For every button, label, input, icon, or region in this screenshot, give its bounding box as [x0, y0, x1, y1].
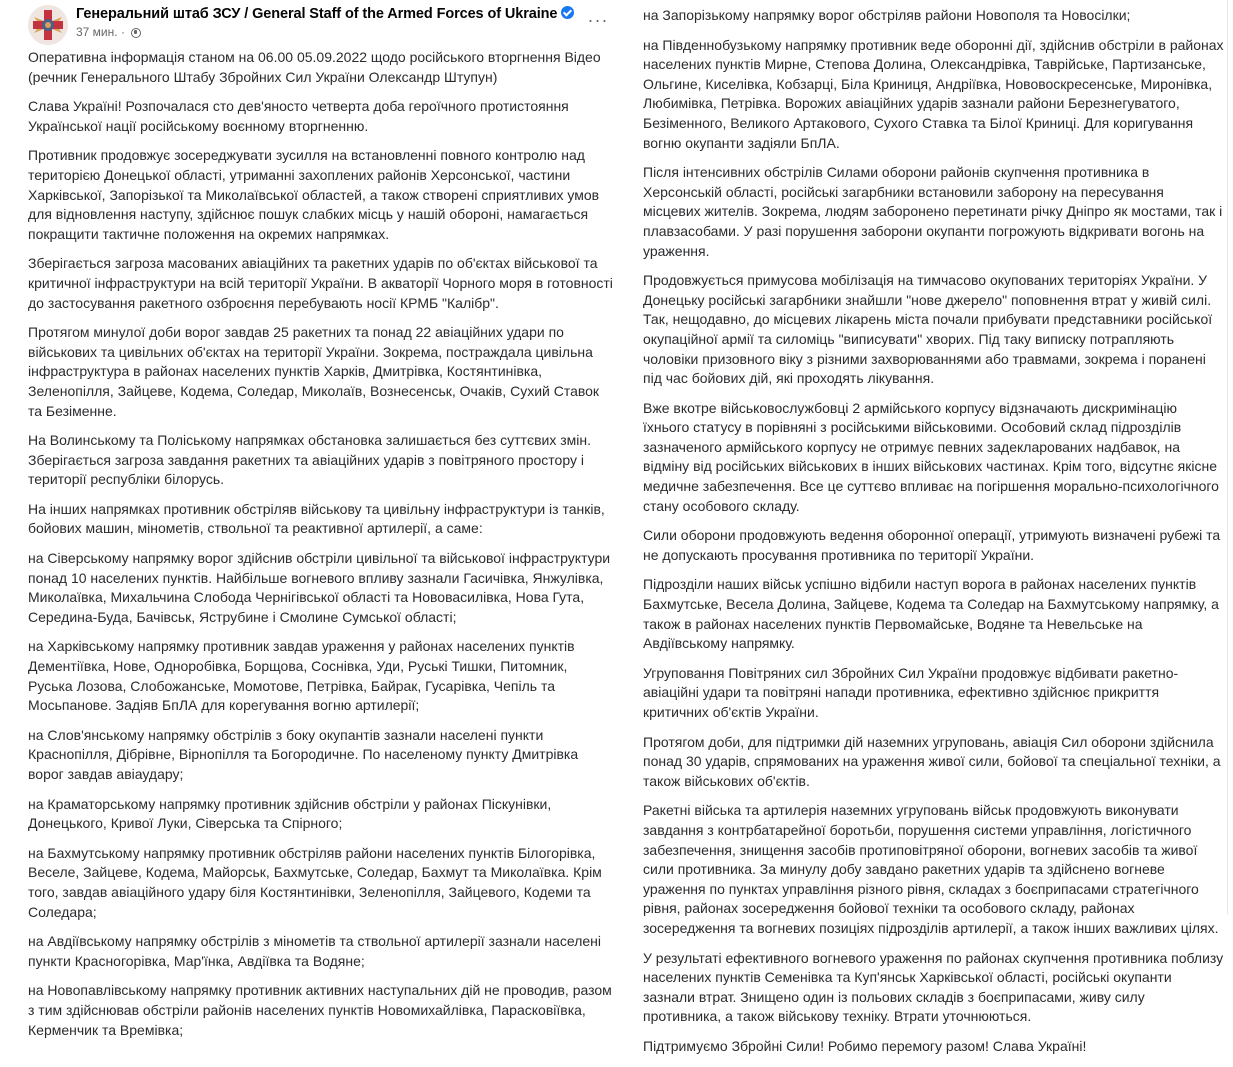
post-timestamp[interactable]: 37 мин. — [76, 25, 118, 39]
more-options-icon: ··· — [587, 10, 609, 30]
more-options-button[interactable] — [586, 10, 610, 33]
post-paragraph: На Волинському та Поліському напрямках обстановка залишається без суттєвих змін. Зберігається загроза завдання ракетних та авіаційних ударів з повітряного простору і території республіки білорусь. — [28, 432, 592, 488]
post-header — [28, 5, 613, 61]
post-author[interactable] — [76, 6, 574, 22]
post-body-left — [28, 48, 613, 1040]
card-border — [1227, 0, 1228, 914]
meta-separator: · — [120, 25, 125, 39]
post-paragraph: на Краматорському напрямку противник здійснив обстріли у районах Піскунівки, Донецького, Кривої Луки, Сіверська та Спірного; — [28, 795, 552, 832]
globe-icon — [131, 28, 141, 38]
post-paragraph: Протягом минулої доби ворог завдав 25 ракетних та понад 22 авіаційних удари по військових та цивільних об'єктах на території України. Зокрема, постраждала цивільна інфраструктура в районах населених пунктів Харків, Дмитрівка, Костянтинівка, Зеленопілля, Зайцеве, Кодема, Соледар, Миколаїв, Вознесенськ, Очаків, Сухий Ставок та Безіменне. — [28, 324, 600, 419]
post-paragraph: на Слов'янському напрямку обстрілів з боку окупантів зазнали населені пункти Краснопілля, Дібрівне, Вірнопілля та Богородичне. По населеному пункту Дмитрівка ворог завдав авіаудару; — [28, 726, 579, 782]
post-paragraph: Слава Україні! Розпочалася сто дев'яносто четверта доба героїчного протистояння Української нації російському воєнному вторгненню. — [28, 98, 569, 134]
post-paragraph: Протягом доби, для підтримки дій наземних угруповань, авіація Сил оборони здійснила понад 30 ударів, спрямованих на ураження живої сили, бойової та спеціальної техніки, а також військових об'єктів. — [643, 733, 1221, 789]
post-paragraph: Після інтенсивних обстрілів Силами оборони районів скупчення противника в Херсонській області, російські загарбники встановили заборону на пересування місцевих жителів. Зокрема, людям заборонено перетинати річку Дніпро як мостами, так і плавзасобами. У разі порушення заборони окупанти погрожують відкривати вогонь на ураження. — [643, 164, 1223, 259]
post-meta — [76, 25, 141, 39]
post-paragraph: на Південнобузькому напрямку противник веде оборонні дії, здійснив обстріли в районах населених пунктів Мирне, Степова Долина, Олександрівка, Таврійське, Партизанське, Ольгине, Киселівка, Кобзарці, Біла Криниця, Андріївка, Нововоскресенське, Миронівка, Любимівка, Петрівка. Ворожих авіаційних ударів зазнали райони Березнегуватого, Безіменного, Великого Артакового, Сухого Ставка та Білої Криниці. Для коригування вогню окупанти задіяли БпЛА. — [643, 36, 1224, 151]
post-column-left — [28, 0, 613, 1050]
general-staff-emblem-icon — [28, 5, 68, 45]
post-paragraph: Оперативна інформація станом на 06.00 05.09.2022 щодо російського вторгнення Відео (речник Генерального Штабу Збройних Сил України Олександр Штупун) — [28, 49, 601, 85]
post-paragraph: на Сіверському напрямку ворог здійснив обстріли цивільної та військової інфраструктури понад 10 населених пунктів. Найбільше вогневого впливу зазнали Гасичівка, Янжулівка, Миколаївка, Михальчина Слобода Чернігівської області та Нововасилівка, Нова Гута, Середина-Буда, Бачівськ, Яструбине і Смолине Сумської області; — [28, 550, 611, 625]
post-paragraph: на Харківському напрямку противник завдав ураження у районах населених пунктів Дементіївка, Нове, Одноробівка, Борщова, Соснівка, Уди, Руські Тишки, Питомник, Руська Лозова, Слобожанське, Момотове, Петрівка, Байрак, Гусарівка, Чепіль та Мосьпанове. Задіяв БпЛА для корегування вогню артилерії; — [28, 638, 575, 714]
post-paragraph: Сили оборони продовжують ведення оборонної операції, утримують визначені рубежі та не допускають просування противника по території України. — [643, 527, 1221, 563]
post-paragraph: Підрозділи наших військ успішно відбили наступ ворога в районах населених пунктів Бахмутське, Весела Долина, Зайцеве, Кодема та Соледар на Бахмутському напрямку, а також в районах населених пунктів Первомайське, Водяне та Невельське на Авдіївському напрямку. — [643, 576, 1219, 652]
post-paragraph: Зберігається загроза масованих авіаційних та ракетних ударів по об'єктах військової та критичної інфраструктури на всій території України. В акваторії Чорного моря в готовності до застосування ракетного озброєння перебувають носії КРМБ "Калібр". — [28, 255, 613, 311]
post-paragraph: Противник продовжує зосереджувати зусилля на встановленні повного контролю над територією Донецької області, утриманні захоплених районів Херсонської, частини Харківської, Запорізької та Миколаївської областей, а також створені сприятливих умов для відновлення наступу, здійснює пошук слабких місць у нашій обороні, намагається покращити тактичне положення на окремих напрямках. — [28, 147, 600, 242]
verified-badge-icon — [561, 6, 574, 19]
post-column-right — [643, 6, 1225, 1067]
post-paragraph: на Бахмутському напрямку противник обстріляв райони населених пунктів Білогорівка, Веселе, Зайцеве, Кодема, Майорськ, Бахмутське, Соледар, Бахмут та Миколаївка. Крім того, завдав авіаційного удару біля Костянтинівки, Зеленопілля, Зайцевого, Кодеми та Соледара; — [28, 844, 602, 920]
post-paragraph: На інших напрямках противник обстріляв військову та цивільну інфраструктури із танків, бойових машин, мінометів, ствольної та реактивної артилерії, а саме: — [28, 500, 605, 537]
post-body-right — [643, 6, 1225, 1057]
post-paragraph: Підтримуємо Збройні Сили! Робимо перемогу разом! Слава Україні! — [643, 1037, 1087, 1054]
author-name[interactable]: Генеральний штаб ЗСУ / General Staff of the Armed Forces of Ukraine — [76, 6, 558, 22]
post-paragraph: Вже вкотре військовослужбовці 2 армійського корпусу відзначають дискримінацію їхнього статусу в порівняні з російськими військовими. Особовий склад підрозділів зазначеного армійського корпусу не отримує певних задекларованих надбавок, на відміну від російських військових в інших військових частинах. Крім того, відсутнє якісне медичне забезпечення. Все це суттєво впливає на погіршення морально-психологічного стану особового складу. — [643, 399, 1219, 514]
post-paragraph: на Запорізькому напрямку ворог обстріляв райони Новополя та Новосілки; — [643, 7, 1131, 23]
post-paragraph: Продовжується примусова мобілізація на тимчасово окупованих територіях України. У Донецьку російські загарбники знайшли "нове джерело" поповнення втрат у живій силі. Так, нещодавно, до місцевих лікарень міста почали прибувати представники російської окупаційної армії та силоміць "виписувати" хворих. Під таку виписку потрапляють чоловіки призовного віку з різними захворюваннями або травмами, зокрема і поранені під час бойових дій, які проходять лікування. — [643, 272, 1213, 387]
post-paragraph: У результаті ефективного вогневого ураження по районах скупчення противника поблизу населених пунктів Семенівка та Куп'янськ Харківської області, російські окупанти зазнали втрат. Знищено один із польових складів з боєприпасами, живу силу противника, а також військову техніку. Втрати уточнюються. — [643, 949, 1224, 1025]
post-paragraph: Ракетні війська та артилерія наземних угруповань військ продовжують виконувати завдання з контрбатарейної боротьби, порушення системи управління, логістичного забезпечення, знищення засобів протиповітряної оборони, вогневих засобів та живої сили противника. За минулу добу завдано ракетних ударів та здійснено вогневе ураження по пунктах управління різного рівня, складах з боєприпасами стратегічного рівня, районах зосередження бойової техніки та особового складу, районах зосередження та вогневих позиціях підрозділів артилерії, а також інших важливих цілях. — [643, 802, 1219, 936]
post-paragraph: на Новопавлівському напрямку противник активних наступальних дій не проводив, разом з тим здійснював обстріли районів населених пунктів Новомихайлівка, Парасковіївка, Керменчик та Времівка; — [28, 982, 612, 1038]
post-paragraph: Угруповання Повітряних сил Збройних Сил України продовжує відбивати ракетно-авіаційні удари та повітряні напади противника, ефективно здійснює прикриття критичних об'єктів України. — [643, 664, 1179, 720]
post-paragraph: на Авдіївському напрямку обстрілів з мінометів та ствольної артилерії зазнали населені пункти Красногорівка, Мар'їнка, Авдіївка та Водяне; — [28, 933, 602, 969]
avatar[interactable] — [28, 5, 68, 45]
